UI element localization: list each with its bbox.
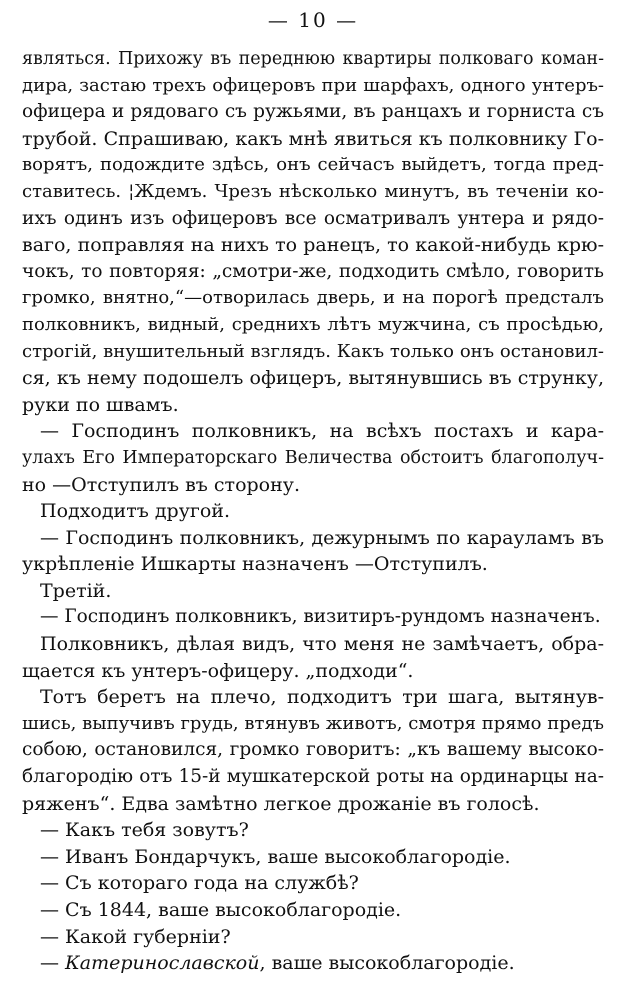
final-line-rest: , ваше высокоблагородіе. xyxy=(259,952,515,975)
text-line: Тотъ беретъ на плечо, подходитъ три шага, вытянув- xyxy=(40,686,604,709)
text-line-final xyxy=(22,950,604,977)
text-line: улахъ Его Императорскаго Величества обстоитъ благополуч- xyxy=(22,447,604,468)
text-line: ставитесь. ¦Ждемъ. Чрезъ нѣсколько минутъ, въ теченіи ко- xyxy=(22,180,604,202)
text-line: шись, выпучивъ грудь, втянувъ животъ, смотря прямо предъ xyxy=(22,712,604,734)
final-line-dash: — xyxy=(40,952,66,975)
text-line: ся, къ нему подошелъ офицеръ, вытянувшись въ струнку, xyxy=(22,367,604,390)
text-line: полковникъ, видный, среднихъ лѣтъ мужчина, съ просѣдью, xyxy=(22,313,604,335)
text-line: — Господинъ полковникъ, на всѣхъ постахъ и кара- xyxy=(40,420,604,443)
text-line: чокъ, то повторяя: „смотри-же, подходить смѣло, говорить xyxy=(22,260,604,282)
text-line: — Съ котораго года на службѣ? xyxy=(40,872,359,895)
text-line: ряженъ“. Едва замѣтно легкое дрожаніе въ голосѣ. xyxy=(22,792,540,815)
text-line: громко, внятно,“—отворилась дверь, и на порогѣ предсталъ xyxy=(22,287,604,309)
text-line: Полковникъ, дѣлая видъ, что меня не замѣчаетъ, обра- xyxy=(40,633,604,656)
text-line: офицера и рядоваго съ ружьями, въ ранцахъ и горниста съ xyxy=(22,101,604,123)
text-line: благородію отъ 15-й мушкатерской роты на ординарцы на- xyxy=(22,766,604,788)
text-line: строгій, внушительный взглядъ. Какъ только онъ остановил- xyxy=(22,340,604,362)
text-line: Третій. xyxy=(40,579,112,602)
text-line: дира, застаю трехъ офицеровъ при шарфахъ, одного унтеръ- xyxy=(22,74,604,96)
text-line: — Какой губерніи? xyxy=(40,925,231,948)
text-line: но —Отступилъ въ сторону. xyxy=(22,473,300,496)
final-line-italic-word: Катеринославской xyxy=(65,952,260,975)
text-line: — Господинъ полковникъ, дежурнымъ по карауламъ въ xyxy=(40,526,604,549)
page-number: — 10 — xyxy=(267,8,359,32)
body-text xyxy=(22,46,604,950)
text-line: собою, остановился, громко говоритъ: „къ вашему высоко- xyxy=(22,739,604,761)
text-line: — Иванъ Бондарчукъ, ваше высокоблагородіе. xyxy=(40,845,511,868)
text-line: щается къ унтеръ-офицеру. „подходи“. xyxy=(22,659,414,682)
text-line: укрѣпленіе Ишкарты назначенъ —Отступилъ. xyxy=(22,553,488,576)
text-line: ваго, поправляя на нихъ то ранецъ, то какой-нибудь крю- xyxy=(22,234,604,257)
text-line: ихъ одинъ изъ офицеровъ все осматривалъ унтера и рядо- xyxy=(22,207,604,229)
text-line: — Какъ тебя зовутъ? xyxy=(40,819,249,842)
text-line: трубой. Спрашиваю, какъ мнѣ явиться къ полковнику Го- xyxy=(22,127,604,150)
text-line: являться. Прихожу въ переднюю квартиры полковаго коман- xyxy=(22,49,604,69)
text-line: — Господинъ полковникъ, визитиръ-рундомъ назначенъ. xyxy=(40,606,601,628)
text-line: руки по швамъ. xyxy=(22,393,179,416)
text-line: ворятъ, подождите здѣсь, онъ сейчасъ выйдетъ, тогда пред- xyxy=(22,154,604,176)
text-line: — Съ 1844, ваше высокоблагородіе. xyxy=(40,899,402,921)
text-line: Подходитъ другой. xyxy=(40,500,230,523)
